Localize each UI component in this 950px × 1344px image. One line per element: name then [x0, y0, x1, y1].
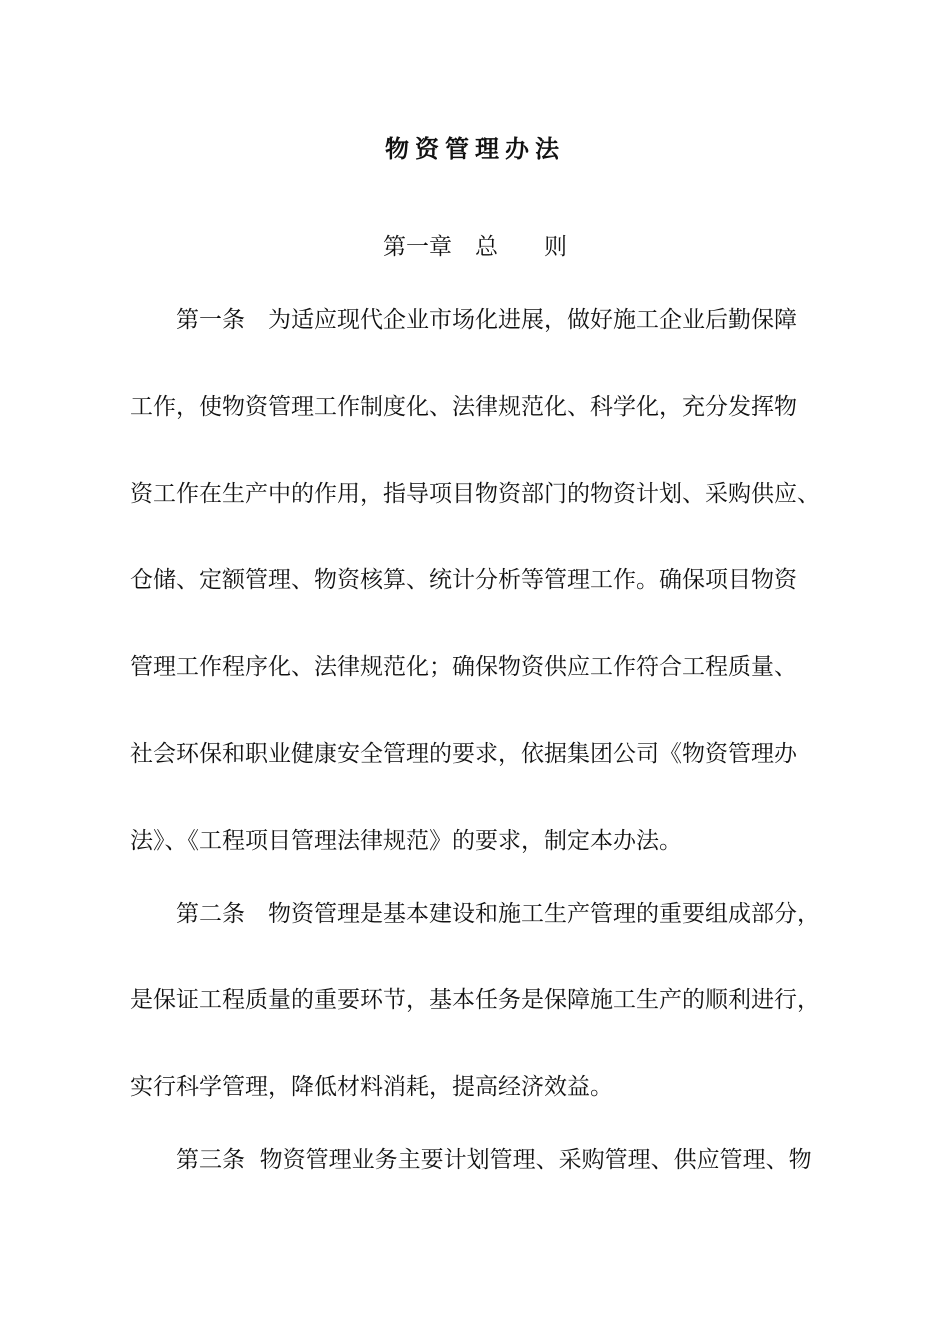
- text-line: 实行科学管理，降低材料消耗，提高经济效益。: [130, 1074, 613, 1100]
- text-line: 仓储、定额管理、物资核算、统计分析等管理工作。确保项目物资: [130, 567, 797, 593]
- chapter-heading: 第一章 总 则: [383, 234, 567, 260]
- text-line: 第三条 物资管理业务主要计划管理、采购管理、供应管理、物: [130, 1147, 812, 1173]
- text-line: 第二条 物资管理是基本建设和施工生产管理的重要组成部分，: [130, 901, 820, 927]
- document-title: 物资管理办法: [385, 135, 565, 163]
- text-line: 资工作在生产中的作用，指导项目物资部门的物资计划、采购供应、: [130, 481, 820, 507]
- text-line: 法》、《工程项目管理法律规范》的要求，制定本办法。: [130, 828, 682, 854]
- text-line: 社会环保和职业健康安全管理的要求，依据集团公司《物资管理办: [130, 741, 797, 767]
- text-line: 工作，使物资管理工作制度化、法律规范化、科学化，充分发挥物: [130, 394, 797, 420]
- text-line: 是保证工程质量的重要环节，基本任务是保障施工生产的顺利进行，: [130, 987, 820, 1013]
- text-line: 第一条 为适应现代企业市场化进展，做好施工企业后勤保障: [130, 307, 797, 333]
- text-line: 管理工作程序化、法律规范化；确保物资供应工作符合工程质量、: [130, 654, 797, 680]
